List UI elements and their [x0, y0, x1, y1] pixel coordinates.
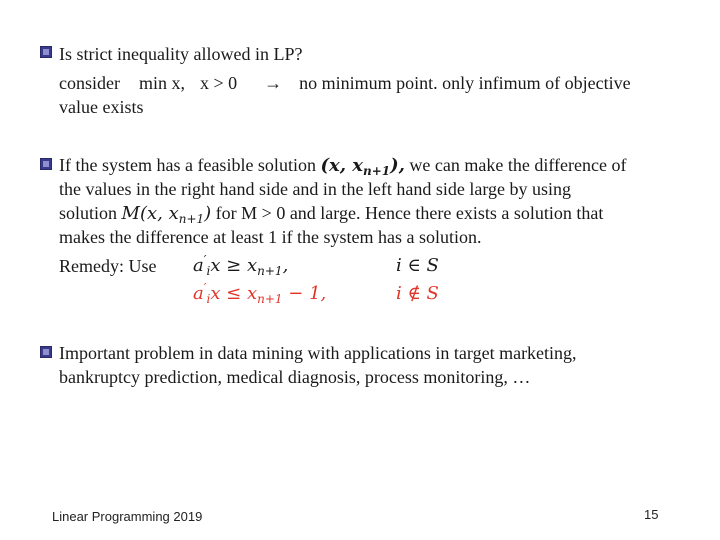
- feasible-solution-math: (x, $x_{n+1}$),: [320, 155, 405, 178]
- bullet3-line1: Important problem in data mining with applications in target marketing,: [59, 343, 577, 363]
- bullet2-line3: solution M(x, $x_{n+1}$) for M > 0 and large. Hence there exists a solution that: [59, 203, 604, 226]
- remedy-condition-1: i ∈ S: [396, 255, 439, 276]
- bullet2-line1: If the system has a feasible solution (x, $x_{n+1}$), we can make the difference of: [59, 155, 627, 178]
- bullet2-line2: the values in the right hand side and in the left hand side large by using: [59, 179, 572, 199]
- bullet1-consider-line: [59, 72, 631, 94]
- remedy-label: Remedy: Use: [59, 256, 157, 276]
- page-number: 15: [644, 507, 659, 522]
- remedy-condition-2: i ∉ S: [396, 283, 439, 304]
- min-expression: min x,: [138, 73, 185, 93]
- remedy-inequality-2: $a'_ix \le x_{n+1} - 1$,: [193, 281, 327, 306]
- bullet-square-icon: [40, 158, 52, 170]
- arrow-icon: →: [264, 73, 283, 93]
- bullet-square-icon: [40, 346, 52, 358]
- remedy-inequality-1: $a'_ix \ge x_{n+1}$,: [193, 253, 289, 278]
- bullet1-continuation: value exists: [59, 97, 144, 117]
- bullet-square-icon: [40, 46, 52, 58]
- bullet3-line2: bankruptcy prediction, medical diagnosis, process monitoring, …: [59, 367, 531, 387]
- bullet1-heading: Is strict inequality allowed in LP?: [59, 44, 303, 64]
- conclusion-text: no minimum point. only infimum of objective: [299, 73, 631, 93]
- scaled-solution-math: M(x, $x_{n+1}$): [121, 203, 212, 226]
- constraint-expression: x > 0: [200, 73, 238, 93]
- footer-title: Linear Programming 2019: [52, 509, 203, 524]
- bullet2-line4: makes the difference at least 1 if the system has a solution.: [59, 227, 482, 247]
- consider-word: consider: [59, 73, 120, 93]
